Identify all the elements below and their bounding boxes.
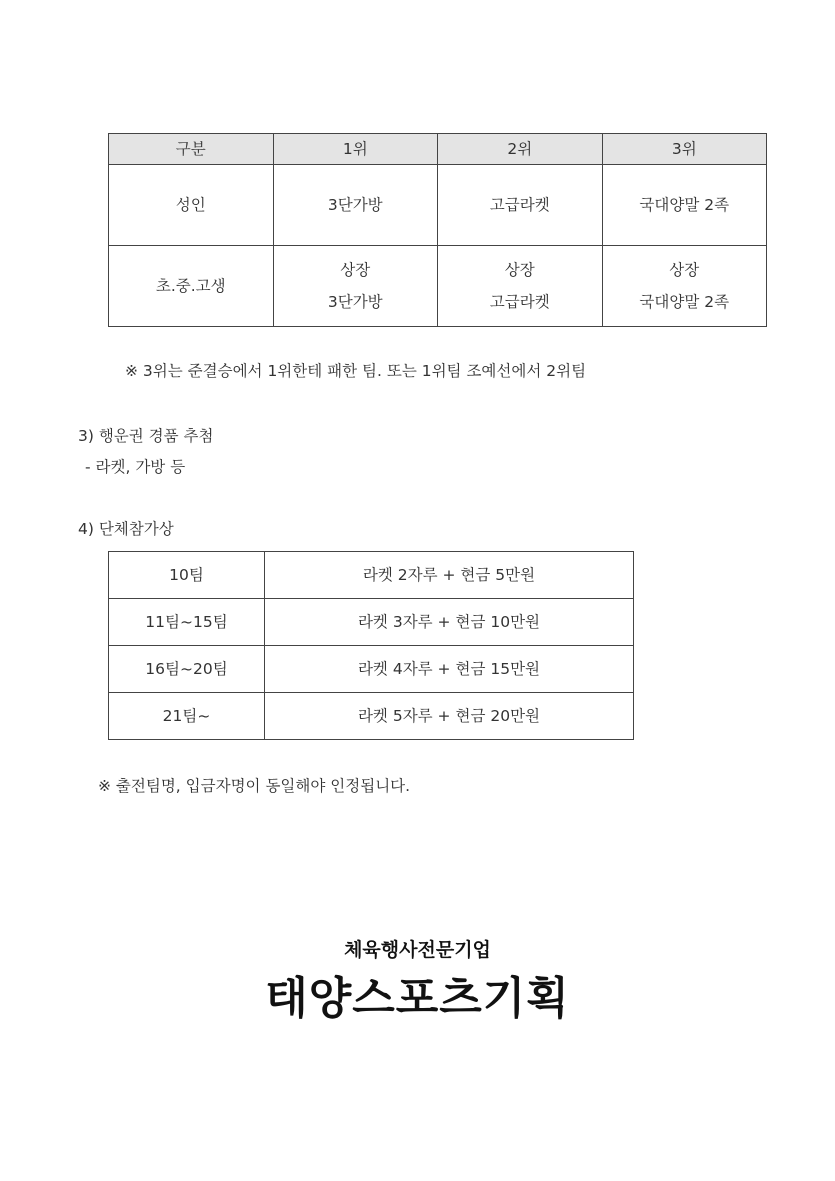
team-prize-table [108,551,634,740]
team-prize-cell: 라켓 3자루 + 현금 10만원 [265,599,634,646]
team-count-cell: 16팀~20팀 [109,646,265,693]
third-place-note: ※ 3위는 준결승에서 1위한테 패한 팀. 또는 1위팀 조예선에서 2위팀 [125,362,587,380]
prize-row-student [109,246,767,327]
header-cell: 3위 [602,134,767,165]
category-cell: 초.중.고생 [109,246,274,327]
prize-line: 상장 [669,261,700,279]
prize-line: 고급라켓 [489,293,550,311]
section-4-title: 4) 단체참가상 [78,520,174,538]
header-cell: 1위 [273,134,438,165]
section-3-item: - 라켓, 가방 등 [85,458,186,476]
prize-line: 상장 [340,261,371,279]
company-subtitle: 체육행사전문기업 [344,939,491,961]
team-count-cell: 21팀~ [109,693,265,740]
third-prize-cell [602,165,767,246]
prize-line: 국대양말 2족 [639,196,730,214]
second-prize-cell [438,165,603,246]
prize-line: 고급라켓 [489,196,550,214]
first-prize-cell [273,246,438,327]
company-name: 태양스포츠기획 [265,973,570,1024]
team-name-note: ※ 출전팀명, 입금자명이 동일해야 인정됩니다. [98,777,411,795]
prize-line: 3단가방 [327,196,383,214]
third-prize-cell [602,246,767,327]
prize-row-adult [109,165,767,246]
team-prize-cell: 라켓 4자루 + 현금 15만원 [265,646,634,693]
category-cell: 성인 [109,165,274,246]
table-row [109,552,634,599]
team-count-cell: 11팀~15팀 [109,599,265,646]
team-prize-cell: 라켓 5자루 + 현금 20만원 [265,693,634,740]
prize-line: 국대양말 2족 [639,293,730,311]
prize-table-header [109,134,767,165]
prize-line: 3단가방 [327,293,383,311]
table-row [109,693,634,740]
header-cell: 구분 [109,134,274,165]
second-prize-cell [438,246,603,327]
header-cell: 2위 [438,134,603,165]
prize-line: 상장 [504,261,535,279]
team-prize-cell: 라켓 2자루 + 현금 5만원 [265,552,634,599]
table-row [109,599,634,646]
team-count-cell: 10팀 [109,552,265,599]
section-3-title: 3) 행운권 경품 추첨 [78,427,214,445]
prize-table [108,133,767,327]
first-prize-cell [273,165,438,246]
table-row [109,646,634,693]
